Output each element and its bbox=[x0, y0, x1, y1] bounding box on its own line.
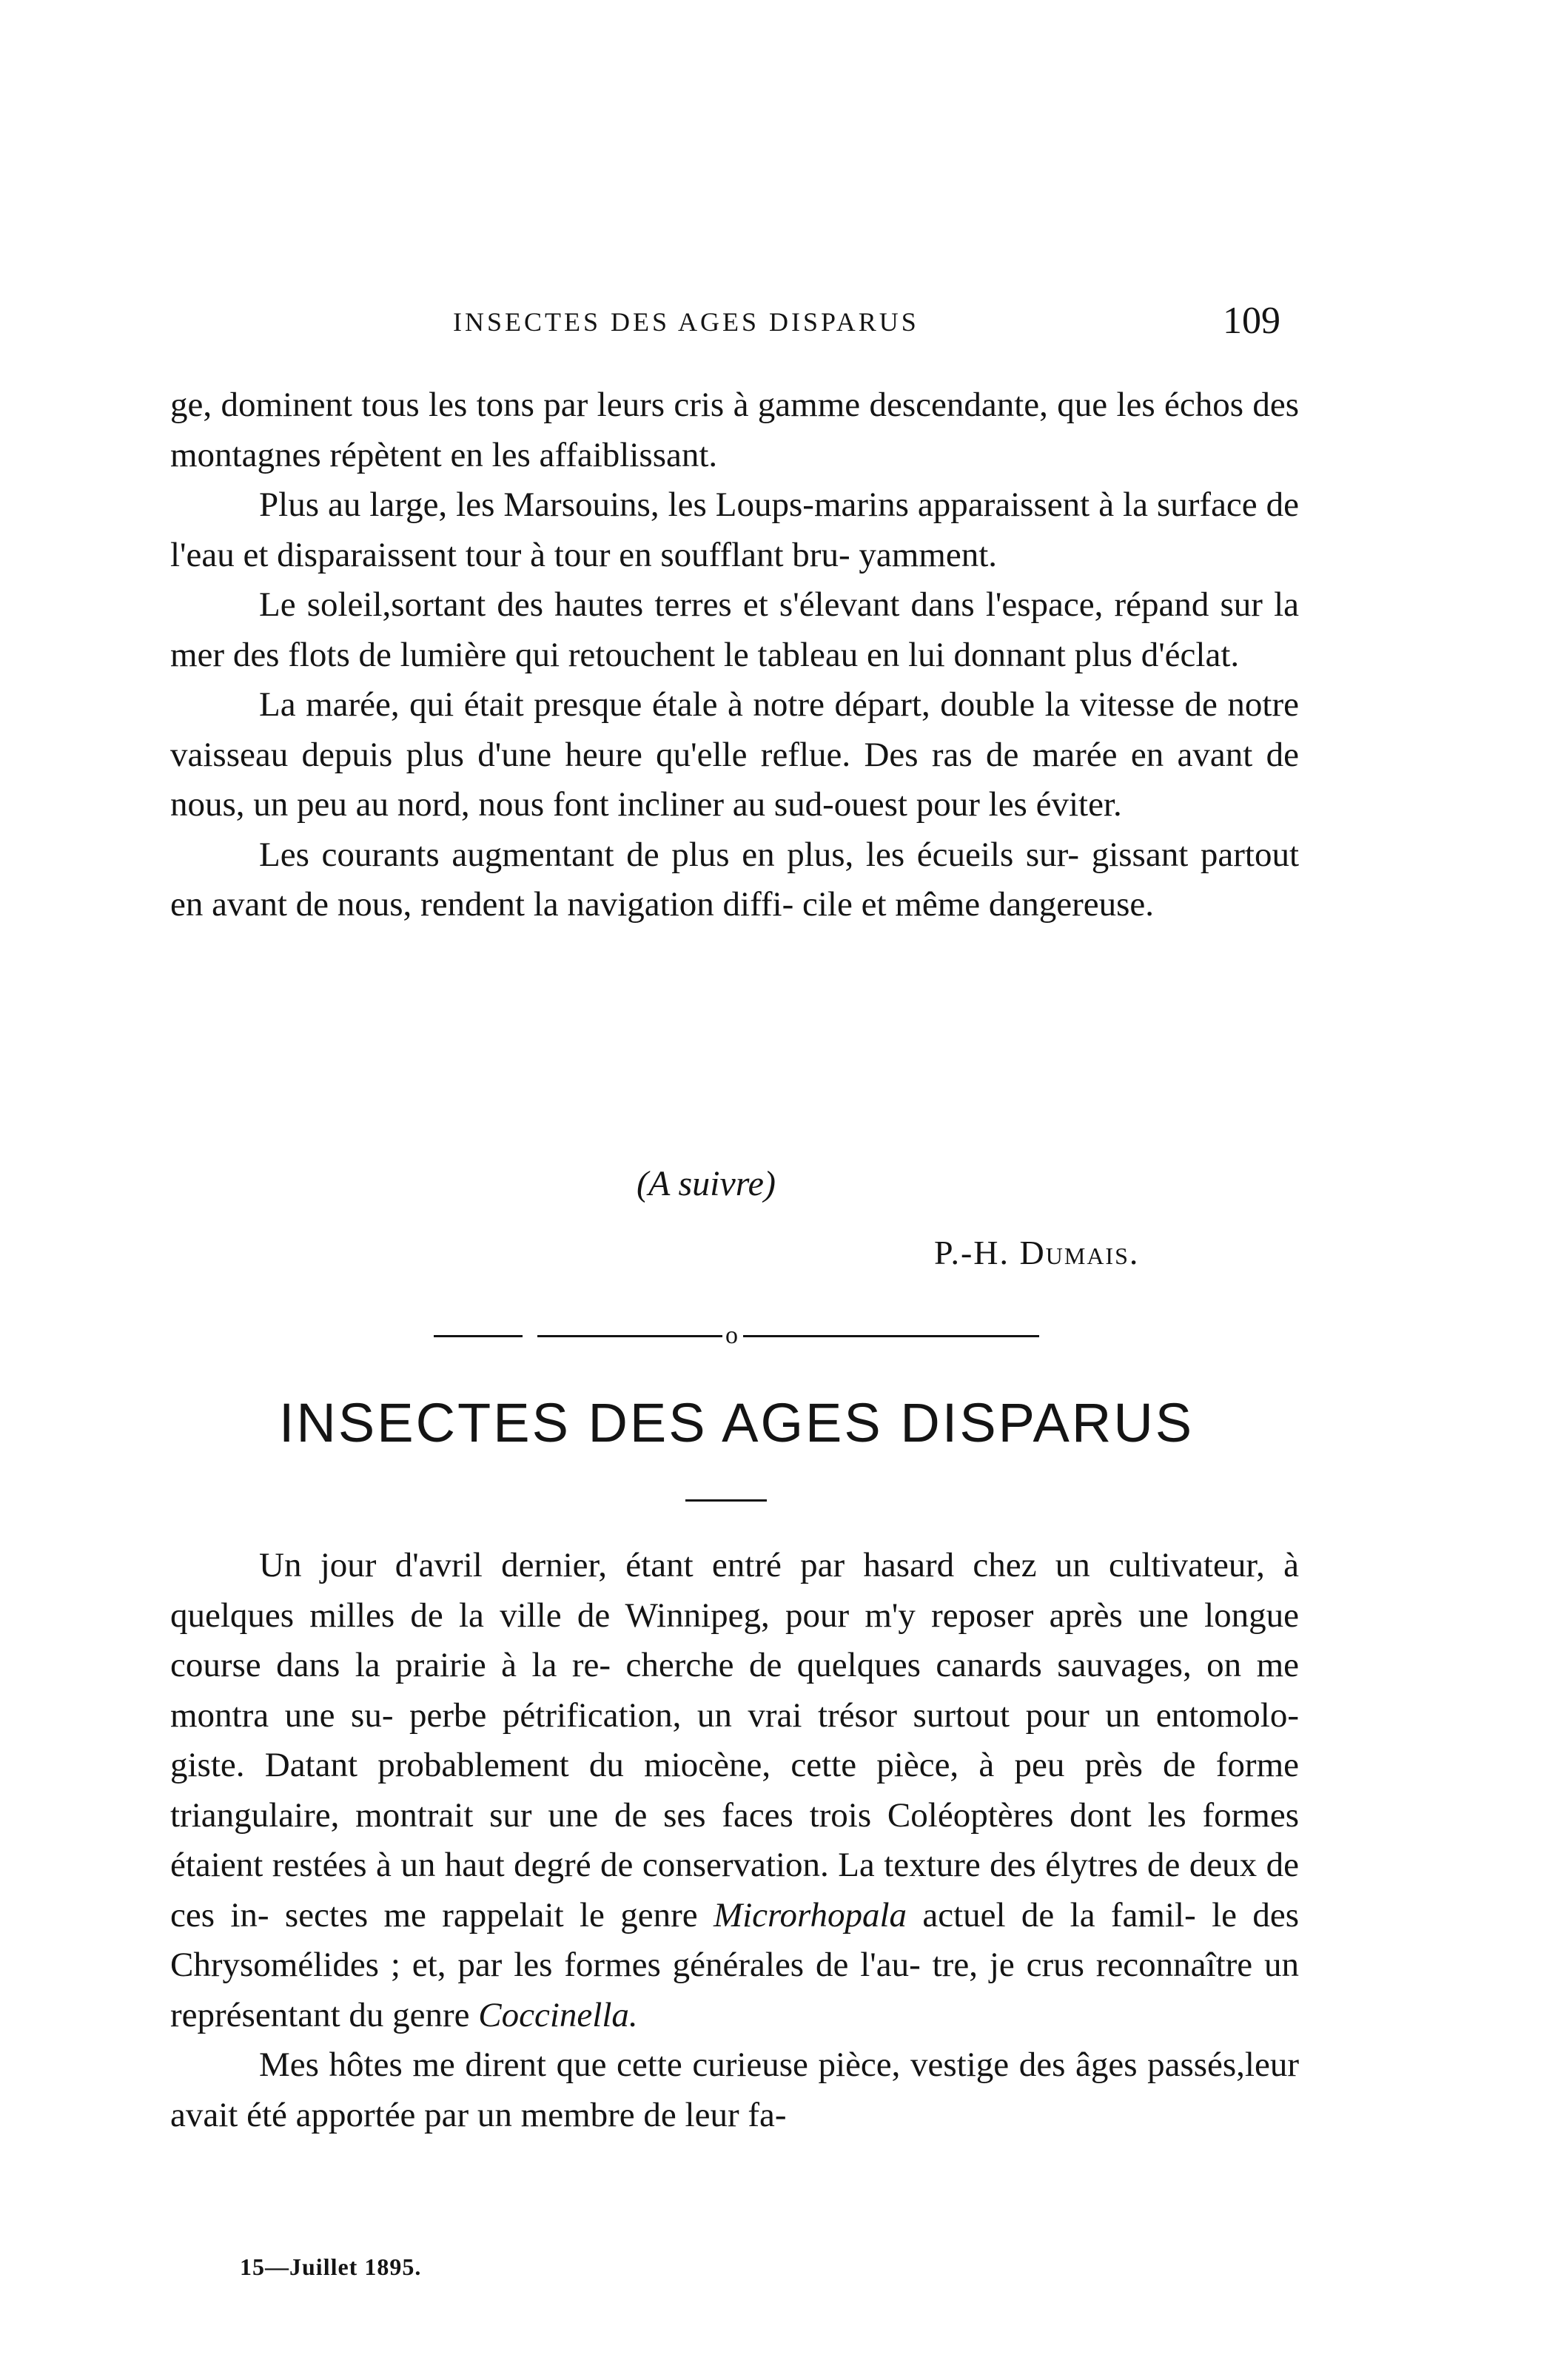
paragraph bbox=[170, 2040, 1299, 2140]
author-initials: P.-H. bbox=[934, 1234, 1020, 1271]
text-line: cherche de quelques canards sauvages, on me montra une su- bbox=[170, 1646, 1300, 1735]
title-rule bbox=[685, 1499, 767, 1502]
text-line: Le soleil,sortant des hautes terres et s'élevant dans l'espace, bbox=[259, 585, 1104, 624]
text-line-end: actuel de la famil- bbox=[907, 1895, 1196, 1934]
text-line: Plus au large, les Marsouins, les Loups-marins apparaissent bbox=[259, 485, 1090, 524]
section-separator bbox=[434, 1320, 1041, 1350]
text-line: ge, dominent tous les tons par leurs cris à gamme descendante, bbox=[170, 386, 1048, 424]
author-signature bbox=[934, 1233, 1139, 1272]
to-be-continued: (A suivre) bbox=[637, 1164, 776, 1203]
text-line: reflue. Des ras de marée en avant de nous, un peu au nord, bbox=[170, 735, 1300, 824]
separator-circle: o bbox=[725, 1322, 738, 1349]
paragraph bbox=[170, 480, 1299, 580]
text-line: yamment. bbox=[859, 535, 998, 574]
paragraph bbox=[170, 680, 1299, 830]
text-line: m'y reposer après une longue course dans la prairie à la re- bbox=[170, 1596, 1299, 1684]
separator-dash bbox=[434, 1335, 523, 1337]
text-line: répand sur la mer des flots de lumière qui retouchent le tableau bbox=[170, 585, 1300, 674]
separator-dash bbox=[537, 1335, 722, 1337]
text-line: la vitesse de notre vaisseau depuis plus d'une heure qu'elle bbox=[170, 685, 1299, 774]
text-line: Mes hôtes me dirent que cette curieuse pièce, vestige des bbox=[259, 2045, 1066, 2084]
previous-article-text bbox=[170, 380, 1299, 930]
page-number: 109 bbox=[1223, 300, 1280, 342]
text-line: giste. Datant probablement du miocène, cette pièce, à peu bbox=[170, 1746, 1065, 1784]
paragraph-continuation bbox=[170, 380, 1299, 480]
running-head: INSECTES DES AGES DISPARUS bbox=[453, 307, 919, 337]
signature-mark: 15—Juillet 1895. bbox=[240, 2253, 422, 2280]
text-line: à la surface de l'eau et disparaissent tour à tour en soufflant bru- bbox=[170, 485, 1300, 574]
text-line: en lui donnant plus d'éclat. bbox=[866, 635, 1240, 674]
text-line-start: tre, je crus reconnaître un représentant du genre bbox=[170, 1946, 1300, 2034]
text-line-start: sectes me rappelait le genre bbox=[284, 1895, 714, 1934]
text-line: gissant partout en avant de nous, rendent la navigation diffi- bbox=[170, 835, 1300, 924]
genus-name: Microrhopala bbox=[713, 1895, 907, 1934]
text-line: près de forme triangulaire, montrait sur une de ses faces trois bbox=[170, 1746, 1300, 1835]
text-line: Les courants augmentant de plus en plus, les écueils sur- bbox=[259, 835, 1080, 874]
text-line: que les échos des montagnes répètent en les affaiblissant. bbox=[170, 386, 1300, 474]
separator-dash bbox=[743, 1335, 1039, 1337]
text-line: perbe pétrification, un vrai trésor surtout pour un entomolo- bbox=[409, 1695, 1299, 1735]
genus-name: Coccinella. bbox=[478, 1995, 638, 2034]
text-line: La marée, qui était presque étale à notre départ, double bbox=[259, 685, 1035, 724]
article-text bbox=[170, 1541, 1299, 2140]
paragraph bbox=[170, 1541, 1299, 2040]
author-surname: Dumais. bbox=[1019, 1234, 1140, 1271]
paragraph bbox=[170, 830, 1299, 930]
text-line: nous font incliner au sud-ouest pour les éviter. bbox=[478, 785, 1122, 824]
text-line: âges passés,leur avait été apportée par un membre de leur fa- bbox=[170, 2045, 1300, 2134]
text-line: Coléoptères dont les formes étaient restées à un haut degré bbox=[170, 1795, 1299, 1884]
text-line: de conservation. La texture des élytres de deux de ces in- bbox=[170, 1846, 1299, 1934]
text-line: Un jour d'avril dernier, étant entré par hasard chez un bbox=[259, 1546, 1090, 1584]
paragraph bbox=[170, 580, 1299, 680]
text-line: cultivateur, à quelques milles de la ville de Winnipeg, pour bbox=[170, 1546, 1299, 1635]
text-line: cile et même dangereuse. bbox=[802, 885, 1154, 924]
article-title: INSECTES DES AGES DISPARUS bbox=[278, 1392, 1195, 1453]
text-line: le des Chrysomélides ; et, par les formes générales de l'au- bbox=[170, 1895, 1299, 1984]
